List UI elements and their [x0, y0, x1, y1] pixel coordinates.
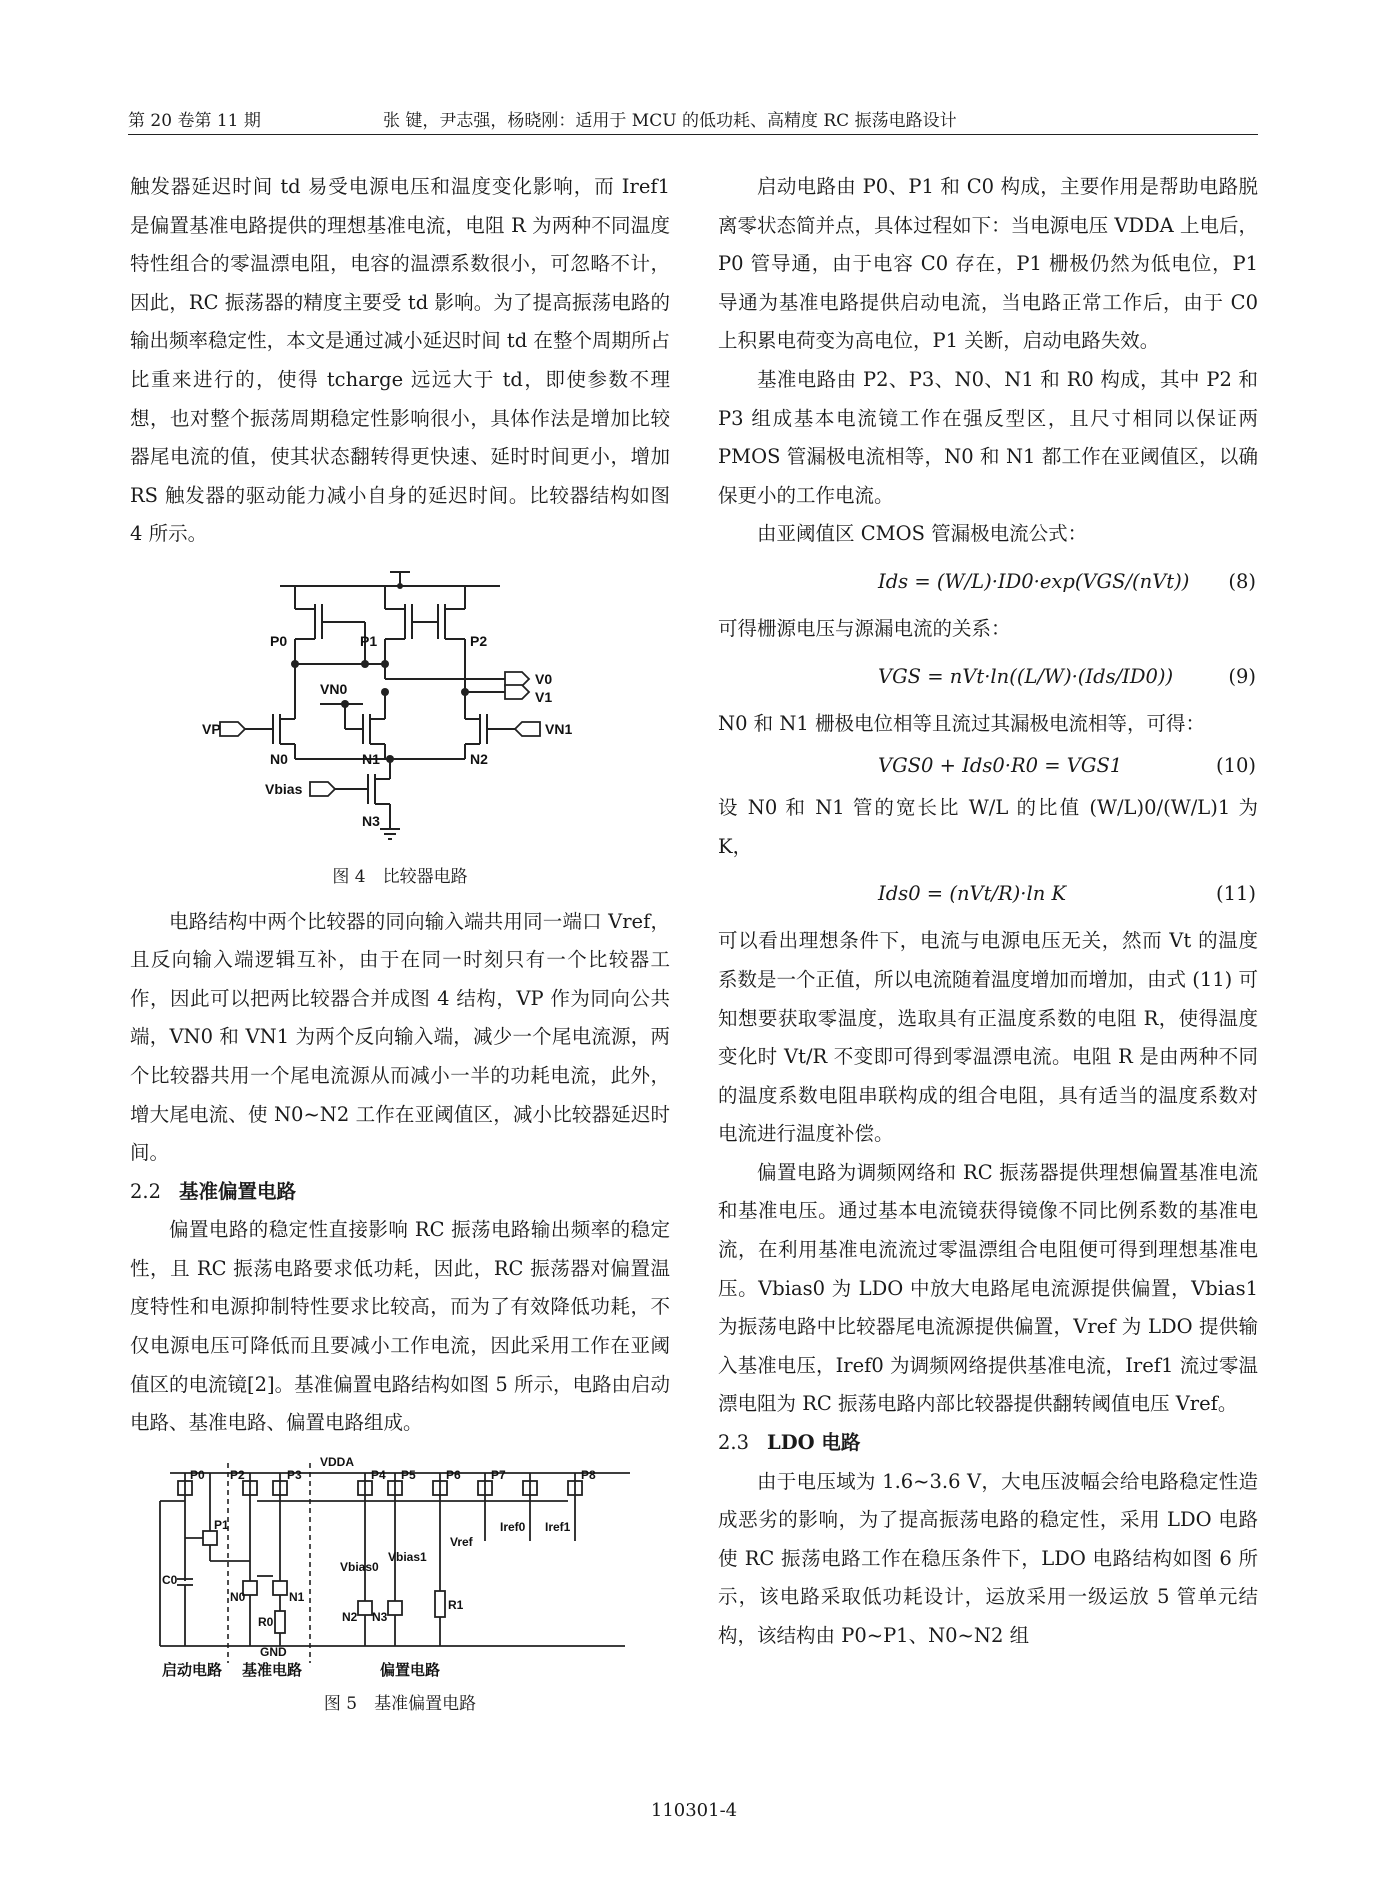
paragraph: 由于电压域为 1.6~3.6 V，大电压波幅会给电路稳定性造成恶劣的影响，为了提高振荡电路的稳定性，采用 LDO 电路使 RC 振荡电路工作在稳压条件下，LDO 电路结构如图 6 所示，该电路采取低功耗设计，运放采用一级运放 5 管单元结构，该结构由 P0~P1、N0~N2 组: [718, 1469, 1258, 1647]
label-vdda: VDDA: [320, 1454, 355, 1469]
paragraph: 可以看出理想条件下，电流与电源电压无关，然而 Vt 的温度系数是一个正值，所以电流随着温度增加而增加，由式 (11) 可知想要获取零温度，选取具有正温度系数的电阻 R，使得温度变化时 Vt/R 不变即可得到零温漂电流。电阻 R 是由两种不同的温度系数电阻串联构成的组合电阻，具有适当的温度系数对电流进行温度补偿。: [718, 929, 1258, 1146]
label-n2: N2: [342, 1609, 358, 1624]
label-gnd: GND: [260, 1644, 287, 1659]
paragraph: 偏置电路为调频网络和 RC 振荡器提供理想偏置基准电流和基准电压。通过基本电流镜获得镜像不同比例系数的基准电流，在利用基准电流流过零温漂组合电阻便可得到理想基准电压。Vbias0 为 LDO 中放大电路尾电流源提供偏置，Vbias1 为振荡电路中比较器尾电流源提供偏置，Vref 为 LDO 提供输入基准电压，Iref0 为调频网络提供基准电流，Iref1 流过零温漂电阻为 RC 振荡电路内部比较器提供翻转阈值电压 Vref。: [718, 1160, 1258, 1416]
label-vbias0: Vbias0: [340, 1559, 379, 1574]
label-vbias: Vbias: [265, 780, 303, 797]
label-v0: V0: [535, 670, 553, 687]
label-p8: P8: [581, 1467, 596, 1482]
label-p3: P3: [287, 1467, 302, 1482]
equation-body: VGS0 + Ids0·R0 = VGS1: [878, 754, 1123, 778]
section-heading-2-3: [718, 1424, 1258, 1463]
equation-9: [718, 649, 1258, 705]
label-r1: R1: [448, 1597, 464, 1612]
label-n2: N2: [470, 750, 488, 767]
label-c0: C0: [162, 1572, 178, 1587]
label-n3: N3: [362, 812, 380, 829]
figure-4-comparator-circuit: [200, 564, 600, 854]
label-v1: V1: [535, 688, 553, 705]
label-p7: P7: [491, 1467, 506, 1482]
label-vn1: VN1: [545, 720, 573, 737]
paragraph: 偏置电路的稳定性直接影响 RC 振荡电路输出频率的稳定性，且 RC 振荡电路要求低功耗，因此，RC 振荡器对偏置温度特性和电源抑制特性要求比较高，而为了有效降低功耗，不仅电源电压可降低而且要减小工作电流，因此采用工作在亚阈值区的电流镜[2]。基准偏置电路结构如图 5 所示，电路由启动电路、基准电路、偏置电路组成。: [130, 1218, 670, 1435]
label-section-startup: 启动电路: [162, 1661, 223, 1679]
label-n3: N3: [372, 1609, 388, 1624]
label-vp: VP: [202, 720, 221, 737]
section-number: 2.3: [718, 1431, 750, 1455]
label-section-bias: 偏置电路: [380, 1661, 441, 1679]
figure-5-reference-bias-circuit: [150, 1451, 650, 1681]
journal-volume: 第 20 卷第 11 期: [128, 111, 261, 131]
paragraph: N0 和 N1 栅极电位相等且流过其漏极电流相等，可得：: [718, 711, 1206, 735]
page-number: 110301-4: [650, 1800, 738, 1821]
equation-body: Ids = (W/L)·ID0·exp(VGS/(nVt)): [878, 569, 1190, 593]
label-vref: Vref: [450, 1534, 473, 1549]
equation-body: Ids0 = (nVt/R)·ln K: [878, 882, 1067, 906]
label-section-reference: 基准电路: [242, 1661, 303, 1679]
label-n0: N0: [270, 750, 288, 767]
label-p1: P1: [360, 632, 378, 649]
label-iref0: Iref0: [500, 1519, 526, 1534]
label-p0: P0: [270, 632, 288, 649]
paragraph: 设 N0 和 N1 管的宽长比 W/L 的比值 (W/L)0/(W/L)1 为 K，: [718, 796, 1258, 858]
label-p5: P5: [401, 1467, 416, 1482]
label-p6: P6: [446, 1467, 461, 1482]
equation-number: (9): [1228, 664, 1256, 688]
section-title: 基准偏置电路: [179, 1179, 297, 1203]
label-n0: N0: [230, 1589, 246, 1604]
equation-number: (10): [1215, 754, 1256, 778]
label-p4: P4: [371, 1467, 386, 1482]
left-column: [130, 168, 670, 1729]
equation-8: [718, 554, 1258, 610]
label-p2: P2: [230, 1467, 245, 1482]
label-p1: P1: [214, 1517, 229, 1532]
paragraph: 电路结构中两个比较器的同向输入端共用同一端口 Vref，且反向输入端逻辑互补，由于在同一时刻只有一个比较器工作，因此可以把两比较器合并成图 4 结构，VP 作为同向公共端，VN0 和 VN1 为两个反向输入端，减少一个尾电流源，两个比较器共用一个尾电流源从而减小一半的功耗电流，此外，增大尾电流、使 N0~N2 工作在亚阈值区，减小比较器延迟时间。: [130, 909, 670, 1165]
label-n1: N1: [362, 750, 380, 767]
paragraph: 触发器延迟时间 td 易受电源电压和温度变化影响，而 Iref1 是偏置基准电路提供的理想基准电流，电阻 R 为两种不同温度特性组合的零温漂电阻，电容的温漂系数很小，可忽略不计，因此，RC 振荡器的精度主要受 td 影响。为了提高振荡电路的输出频率稳定性，本文是通过减小延迟时间 td 在整个周期所占比重来进行的，使得 tcharge 远远大于 td，即使参数不理想，也对整个振荡周期稳定性影响很小，具体作法是增加比较器尾电流的值，使其状态翻转得更快速、延时时间更小，增加 RS 触发器的驱动能力减小自身的延迟时间。比较器结构如图 4 所示。: [130, 175, 670, 546]
paragraph: 基准电路由 P2、P3、N0、N1 和 R0 构成，其中 P2 和 P3 组成基本电流镜工作在强反型区，且尺寸相同以保证两 PMOS 管漏极电流相等，N0 和 N1 都工作在亚阈值区，以确保更小的工作电流。: [718, 367, 1258, 507]
label-iref1: Iref1: [545, 1519, 571, 1534]
label-vn0: VN0: [320, 680, 348, 697]
label-r0: R0: [258, 1614, 274, 1629]
paragraph: 可得栅源电压与源漏电流的关系：: [718, 616, 1011, 640]
equation-number: (11): [1215, 882, 1256, 906]
equation-11: [718, 866, 1258, 922]
equation-number: (8): [1228, 569, 1256, 593]
paragraph: 由亚阈值区 CMOS 管漏极电流公式：: [757, 522, 1088, 546]
paragraph: 启动电路由 P0、P1 和 C0 构成，主要作用是帮助电路脱离零状态简并点，具体过程如下：当电源电压 VDDA 上电后，P0 管导通，由于电容 C0 存在，P1 栅极仍然为低电位，P1 导通为基准电路提供启动电流，当电路正常工作后，由于 C0 上积累电荷变为高电位，P1 关断，启动电路失效。: [718, 175, 1258, 353]
label-p2: P2: [470, 632, 488, 649]
equation-10: [718, 743, 1258, 789]
figure-4-caption: 图 4 比较器电路: [332, 866, 468, 887]
section-title: LDO 电路: [767, 1431, 861, 1455]
running-header: [128, 104, 1258, 135]
equation-body: VGS = nVt·ln((L/W)·(Ids/ID0)): [878, 664, 1174, 688]
right-column: [718, 168, 1258, 1656]
section-number: 2.2: [130, 1179, 162, 1203]
label-n1: N1: [289, 1589, 305, 1604]
section-heading-2-2: [130, 1173, 670, 1212]
label-vbias1: Vbias1: [388, 1549, 427, 1564]
label-p0: P0: [190, 1467, 205, 1482]
figure-5-caption: 图 5 基准偏置电路: [323, 1693, 477, 1714]
running-title: 张 键，尹志强，杨晓刚：适用于 MCU 的低功耗、高精度 RC 振荡电路设计: [383, 111, 957, 131]
